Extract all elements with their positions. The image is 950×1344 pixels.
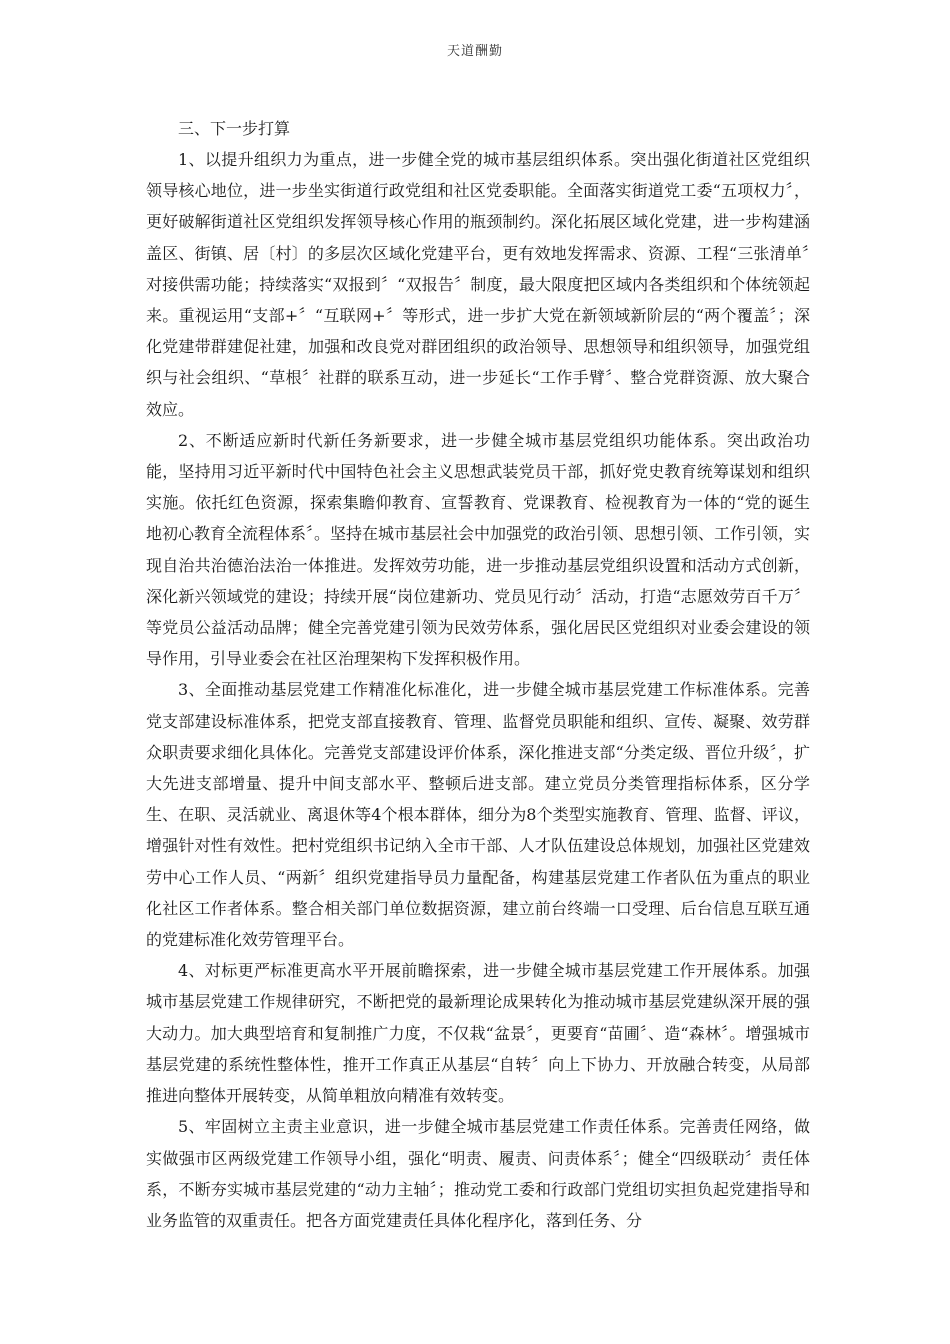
paragraph-4: 4、对标更严标准更高水平开展前瞻探索，进一步健全城市基层党建工作开展体系。加强城市基层党建工作规律研究，不断把党的最新理论成果转化为推动城市基层党建纵深开展的强大动力。加大典型培育和复制推广力度，不仅栽“盆景〞，更要育“苗圃〞、造“森林〞。增强城市基层党建的系统性整体性，推开工作真正从基层“自转〞向上下协力、开放融合转变，从局部推进向整体开展转变，从简单粗放向精准有效转变。: [146, 961, 810, 1106]
page-header: 天道酬勤: [446, 44, 503, 59]
document-body: [146, 113, 810, 1236]
paragraph-3: 3、全面推动基层党建工作精准化标准化，进一步健全城市基层党建工作标准体系。完善党支部建设标准体系，把党支部直接教育、管理、监督党员职能和组织、宣传、凝聚、效劳群众职责要求细化具体化。完善党支部建设评价体系，深化推进支部“分类定级、晋位升级〞，扩大先进支部增量、提升中间支部水平、整顿后进支部。建立党员分类管理指标体系，区分学生、在职、灵活就业、离退休等4个根本群体，细分为8个类型实施教育、管理、监督、评议，增强针对性有效性。把村党组织书记纳入全市干部、人才队伍建设总体规划，加强社区党建效劳中心工作人员、“两新〞组织党建指导员力量配备，构建基层党建工作者队伍为重点的职业化社区工作者体系。整合相关部门单位数据资源，建立前台终端一口受理、后台信息互联互通的党建标准化效劳管理平台。: [146, 680, 810, 950]
paragraph-5: 5、牢固树立主责主业意识，进一步健全城市基层党建工作责任体系。完善责任网络，做实做强市区两级党建工作领导小组，强化“明责、履责、问责体系〞；健全“四级联动〞责任体系，不断夯实城市基层党建的“动力主轴〞；推动党工委和行政部门党组切实担负起党建指导和业务监管的双重责任。把各方面党建责任具体化程序化，落到任务、分: [146, 1117, 810, 1230]
section-heading: 三、下一步打算: [178, 119, 291, 138]
paragraph-1: 1、以提升组织力为重点，进一步健全党的城市基层组织体系。突出强化街道社区党组织领导核心地位，进一步坐实街道行政党组和社区党委职能。全面落实街道党工委“五项权力〞，更好破解街道社区党组织发挥领导核心作用的瓶颈制约。深化拓展区域化党建，进一步构建涵盖区、街镇、居〔村〕的多层次区域化党建平台，更有效地发挥需求、资源、工程“三张清单〞对接供需功能；持续落实“双报到〞“双报告〞制度，最大限度把区域内各类组织和个体统领起来。重视运用“支部+〞“互联网+〞等形式，进一步扩大党在新领域新阶层的“两个覆盖〞；深化党建带群建促社建，加强和改良党对群团组织的政治领导、思想领导和组织领导，加强党组织与社会组织、“草根〞社群的联系互动，进一步延长“工作手臂〞、整合党群资源、放大聚合效应。: [146, 150, 810, 419]
paragraph-2: 2、不断适应新时代新任务新要求，进一步健全城市基层党组织功能体系。突出政治功能，坚持用习近平新时代中国特色社会主义思想武装党员干部，抓好党史教育统筹谋划和组织实施。依托红色资源，探索集瞻仰教育、宣誓教育、党课教育、检视教育为一体的“党的诞生地初心教育全流程体系〞。坚持在城市基层社会中加强党的政治引领、思想引领、工作引领，实现自治共治德治法治一体推进。发挥效劳功能，进一步推动基层党组织设置和活动方式创新，深化新兴领域党的建设；持续开展“岗位建新功、党员见行动〞活动，打造“志愿效劳百千万〞等党员公益活动品牌；健全完善党建引领为民效劳体系，强化居民区党组织对业委会建设的领导作用，引导业委会在社区治理架构下发挥积极作用。: [146, 430, 811, 669]
